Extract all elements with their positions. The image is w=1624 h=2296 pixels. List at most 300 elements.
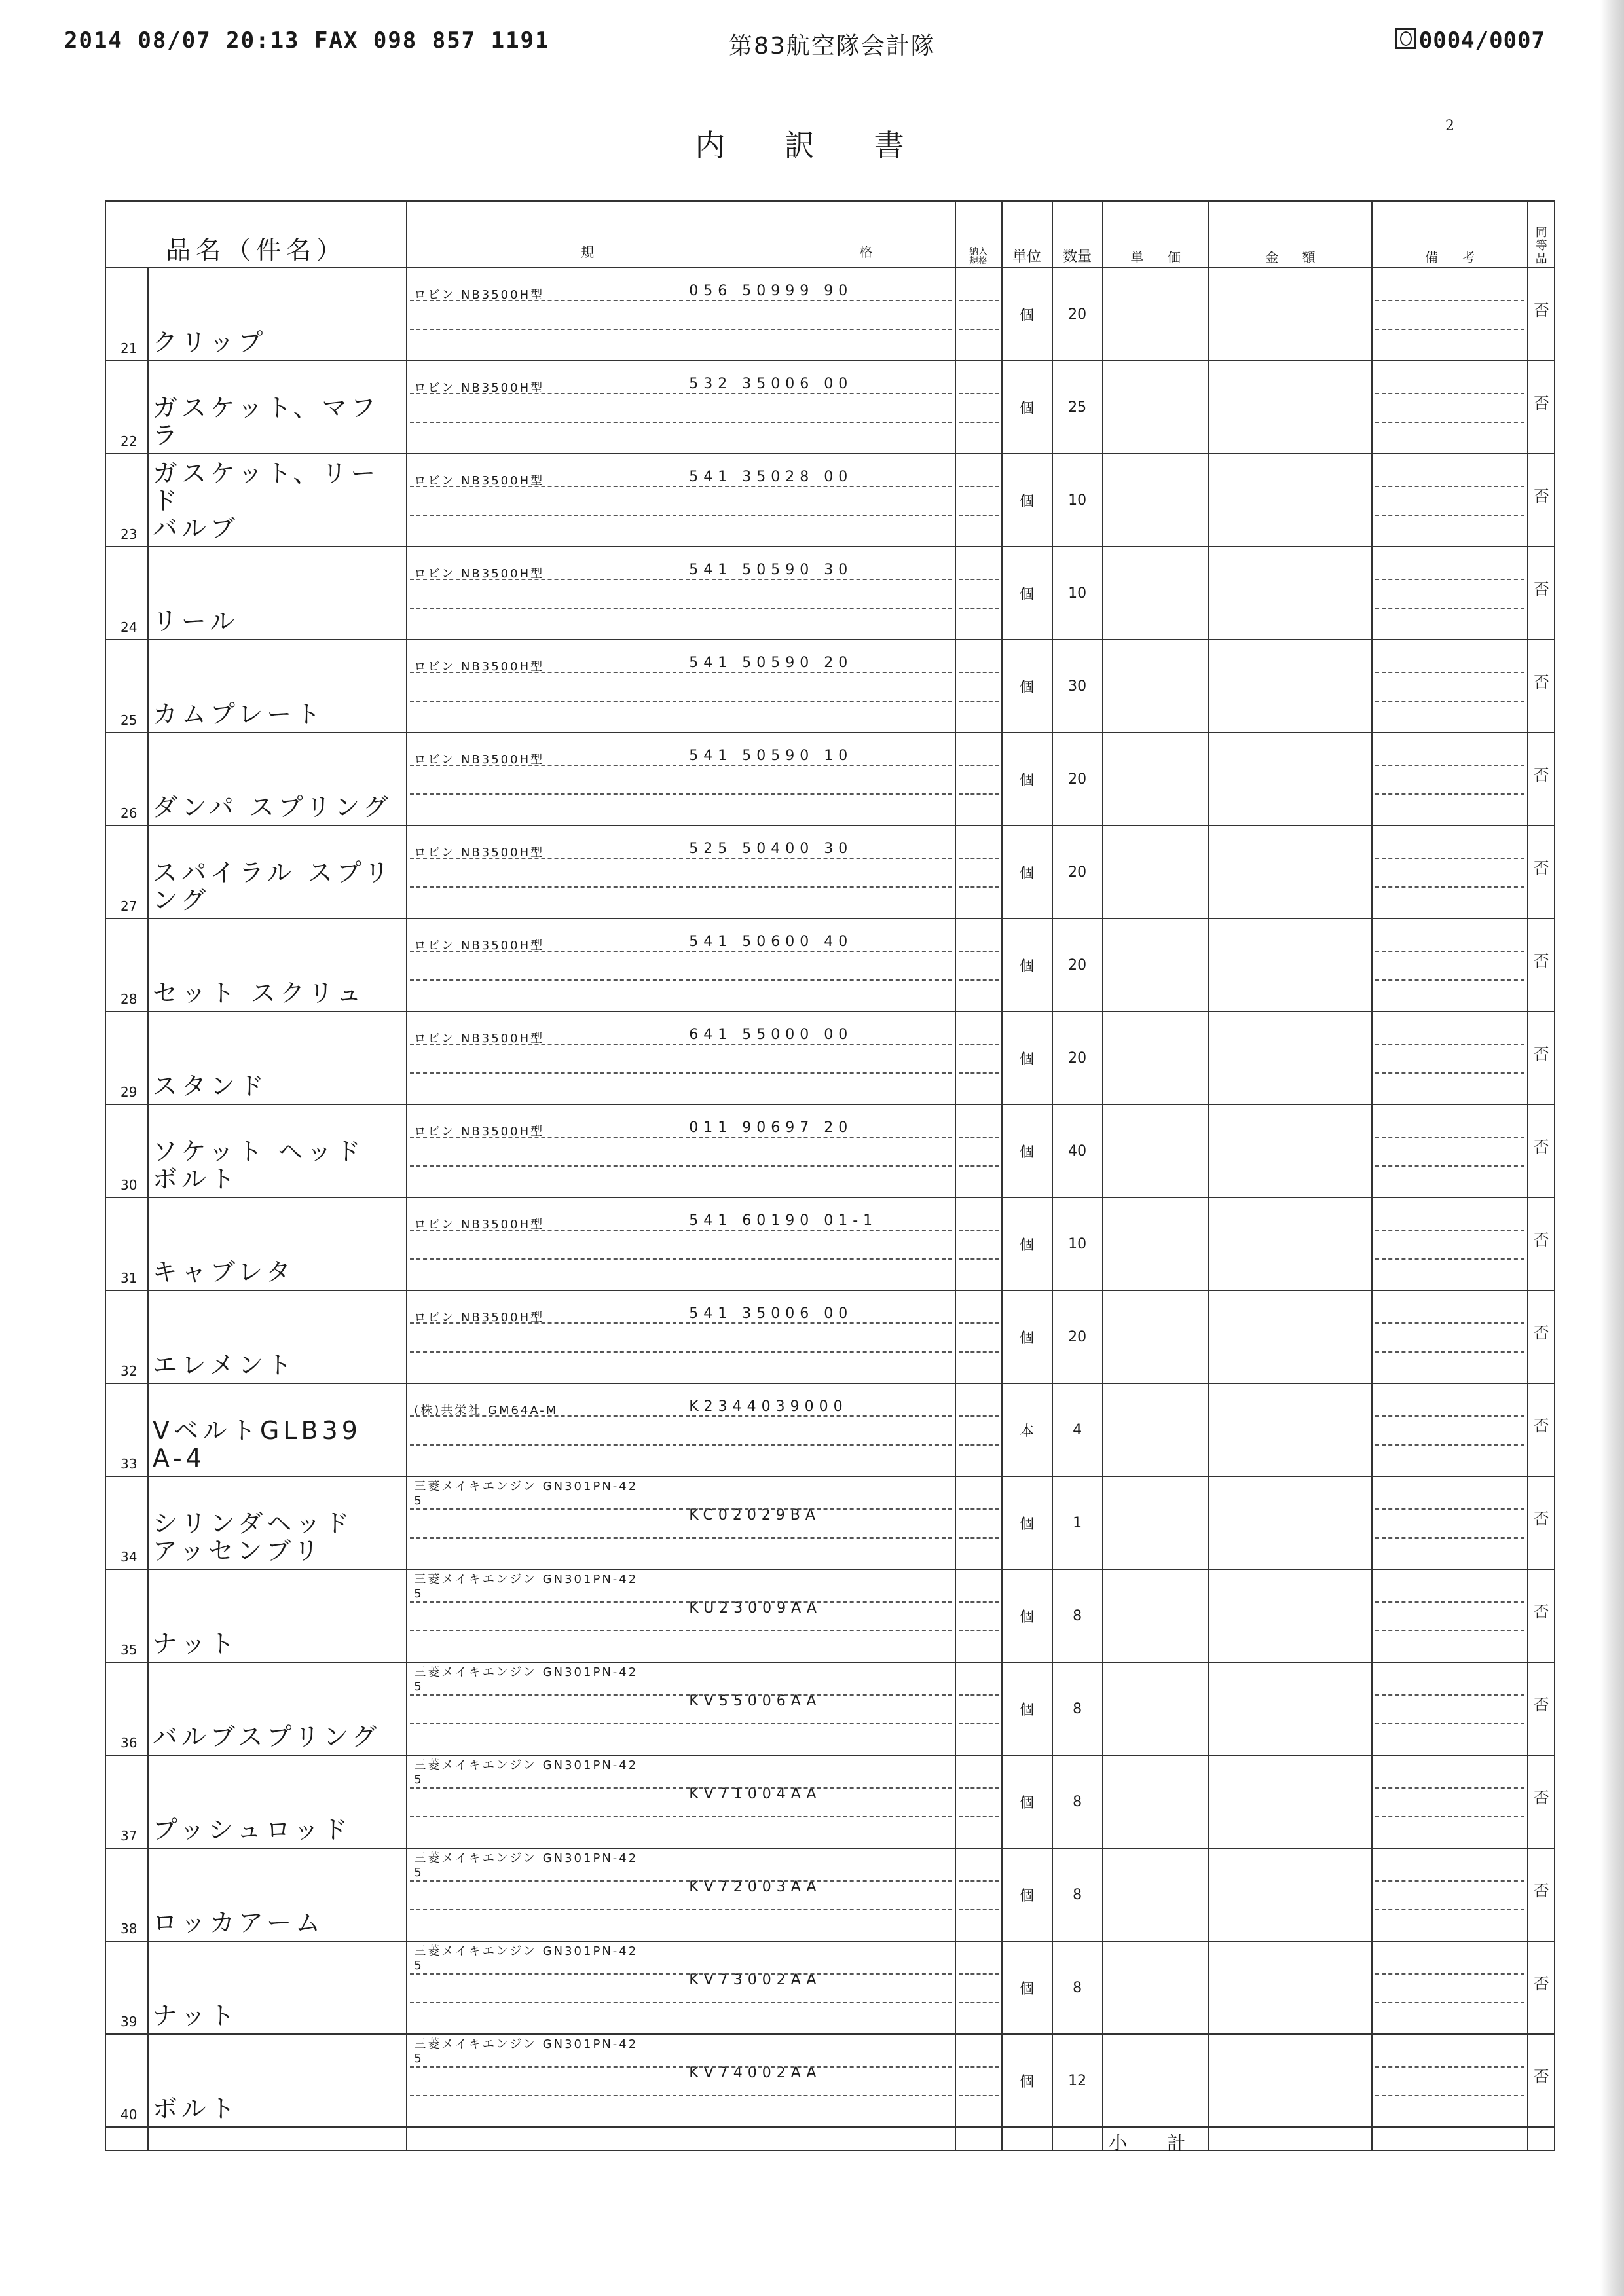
item-qty-cell bbox=[1052, 268, 1103, 361]
item-part-code: 525 50400 30 bbox=[689, 841, 853, 857]
spec-line bbox=[410, 1165, 951, 1167]
import-line bbox=[959, 1508, 999, 1510]
spec-line bbox=[410, 1723, 951, 1724]
import-line bbox=[959, 1723, 999, 1724]
import-line bbox=[959, 393, 999, 394]
spec-line bbox=[410, 579, 951, 580]
import-line bbox=[959, 1351, 999, 1353]
item-unit: 個 bbox=[1020, 2073, 1035, 2090]
item-import-cell bbox=[955, 2034, 1002, 2127]
item-name: ボルト bbox=[152, 2094, 239, 2123]
item-unit-cell bbox=[1002, 1197, 1052, 1290]
row-number: 37 bbox=[120, 1828, 138, 1844]
row-number-cell bbox=[105, 1941, 148, 2034]
item-name: カムプレート bbox=[152, 700, 325, 729]
row-number: 31 bbox=[120, 1270, 138, 1286]
item-equivalent-cell bbox=[1528, 1662, 1555, 1755]
spec-line bbox=[410, 1973, 951, 1975]
item-unit-price bbox=[1103, 547, 1209, 640]
spec-line bbox=[410, 1322, 951, 1324]
item-part-code: KV71004AA bbox=[689, 1786, 822, 1802]
page-number: 2 bbox=[1445, 118, 1454, 134]
item-equivalent: 否 bbox=[1533, 1324, 1549, 1342]
table-row bbox=[105, 1662, 1555, 1755]
item-name-cell bbox=[148, 1476, 407, 1569]
remarks-line bbox=[1375, 515, 1524, 516]
item-remarks-cell bbox=[1372, 1104, 1528, 1197]
item-import-cell bbox=[955, 1011, 1002, 1104]
row-number: 22 bbox=[120, 433, 138, 449]
subtotal-label-cell bbox=[1103, 2127, 1209, 2154]
row-number: 39 bbox=[120, 2014, 138, 2030]
item-import-cell bbox=[955, 1476, 1002, 1569]
item-unit-price bbox=[1103, 733, 1209, 826]
item-name: VベルトGLB39 A-4 bbox=[152, 1416, 361, 1472]
import-line bbox=[959, 2066, 999, 2068]
item-name-cell bbox=[148, 1941, 407, 2034]
item-spec-cell bbox=[407, 2034, 955, 2127]
import-line bbox=[959, 1601, 999, 1603]
item-part-code: 056 50999 90 bbox=[689, 283, 853, 299]
spec-line bbox=[410, 1630, 951, 1631]
item-name-cell bbox=[148, 1383, 407, 1476]
item-equivalent: 否 bbox=[1533, 1696, 1549, 1714]
item-spec-cell bbox=[407, 361, 955, 454]
item-qty-cell bbox=[1052, 1755, 1103, 1848]
table-row bbox=[105, 547, 1555, 640]
row-number-cell bbox=[105, 1848, 148, 1941]
item-model: ロビン NB3500H型 bbox=[414, 846, 545, 860]
item-unit-price bbox=[1103, 454, 1209, 547]
header-qty: 数量 bbox=[1052, 201, 1103, 268]
item-unit-price bbox=[1103, 1011, 1209, 1104]
item-import-cell bbox=[955, 826, 1002, 919]
spec-line bbox=[410, 1787, 951, 1789]
spec-line bbox=[410, 1537, 951, 1539]
item-import-cell bbox=[955, 1197, 1002, 1290]
item-equivalent: 否 bbox=[1533, 859, 1549, 877]
item-unit: 個 bbox=[1020, 1237, 1035, 1254]
row-number: 28 bbox=[120, 991, 138, 1007]
remarks-line bbox=[1375, 979, 1524, 981]
item-qty: 8 bbox=[1073, 1607, 1082, 1624]
row-number: 36 bbox=[120, 1735, 138, 1751]
import-line bbox=[959, 1230, 999, 1231]
item-equivalent-cell bbox=[1528, 1197, 1555, 1290]
import-line bbox=[959, 329, 999, 330]
remarks-line bbox=[1375, 886, 1524, 888]
item-name: プッシュロッド bbox=[152, 1815, 352, 1844]
header-unit-price: 単 価 bbox=[1103, 201, 1209, 268]
item-name: セット スクリュ bbox=[152, 979, 365, 1008]
item-spec-cell bbox=[407, 1104, 955, 1197]
item-part-code: KV55006AA bbox=[689, 1693, 822, 1709]
item-equivalent: 否 bbox=[1533, 952, 1549, 970]
item-qty: 10 bbox=[1068, 1235, 1087, 1252]
spec-line bbox=[410, 1258, 951, 1260]
item-name: スパイラル スプリ ング bbox=[152, 858, 394, 915]
item-unit-price bbox=[1103, 1383, 1209, 1476]
row-number-cell bbox=[105, 1755, 148, 1848]
import-line bbox=[959, 1630, 999, 1631]
row-number: 38 bbox=[120, 1921, 138, 1937]
fax-header bbox=[64, 27, 1545, 67]
item-import-cell bbox=[955, 454, 1002, 547]
import-line bbox=[959, 1909, 999, 1910]
item-unit-cell bbox=[1002, 1383, 1052, 1476]
item-amount bbox=[1209, 1383, 1372, 1476]
item-unit-cell bbox=[1002, 547, 1052, 640]
item-unit-cell bbox=[1002, 919, 1052, 1011]
item-qty-cell bbox=[1052, 1197, 1103, 1290]
item-model: ロビン NB3500H型 bbox=[414, 288, 545, 302]
item-import-cell bbox=[955, 733, 1002, 826]
row-number-cell bbox=[105, 1569, 148, 1662]
item-unit: 個 bbox=[1020, 1330, 1035, 1347]
import-line bbox=[959, 1044, 999, 1045]
item-import-cell bbox=[955, 547, 1002, 640]
document-title: 内 訳 書 bbox=[695, 128, 929, 163]
item-part-code: 641 55000 00 bbox=[689, 1027, 853, 1043]
header-import: 納入 規格 bbox=[955, 201, 1002, 268]
import-line bbox=[959, 1072, 999, 1074]
item-name-cell bbox=[148, 640, 407, 733]
import-line bbox=[959, 1537, 999, 1539]
subtotal-amount bbox=[1209, 2127, 1372, 2151]
item-part-code: KU23009AA bbox=[689, 1600, 822, 1616]
row-number-cell bbox=[105, 1290, 148, 1383]
item-spec-cell bbox=[407, 1848, 955, 1941]
import-line bbox=[959, 1816, 999, 1817]
item-qty: 25 bbox=[1068, 399, 1087, 416]
item-amount bbox=[1209, 1569, 1372, 1662]
item-model: ロビン NB3500H型 bbox=[414, 1032, 545, 1046]
item-unit-cell bbox=[1002, 1941, 1052, 2034]
item-unit-cell bbox=[1002, 1848, 1052, 1941]
item-name-cell bbox=[148, 733, 407, 826]
remarks-line bbox=[1375, 1072, 1524, 1074]
spec-line bbox=[410, 886, 951, 888]
item-equivalent: 否 bbox=[1533, 1510, 1549, 1528]
item-remarks-cell bbox=[1372, 919, 1528, 1011]
item-unit-price bbox=[1103, 919, 1209, 1011]
item-name-cell bbox=[148, 919, 407, 1011]
row-number: 30 bbox=[120, 1177, 138, 1193]
item-amount bbox=[1209, 1941, 1372, 2034]
remarks-line bbox=[1375, 1230, 1524, 1231]
item-amount bbox=[1209, 826, 1372, 919]
item-qty-cell bbox=[1052, 1290, 1103, 1383]
import-line bbox=[959, 701, 999, 702]
item-amount bbox=[1209, 2034, 1372, 2127]
header-name: 品名（件名） bbox=[105, 201, 407, 268]
table-row bbox=[105, 826, 1555, 919]
item-unit-cell bbox=[1002, 1104, 1052, 1197]
item-qty: 40 bbox=[1068, 1142, 1087, 1159]
row-number: 26 bbox=[120, 805, 138, 821]
item-equivalent: 否 bbox=[1533, 1789, 1549, 1807]
item-part-code: 541 50590 30 bbox=[689, 562, 853, 578]
row-number-cell bbox=[105, 1383, 148, 1476]
item-spec-cell bbox=[407, 919, 955, 1011]
item-unit: 個 bbox=[1020, 307, 1035, 324]
remarks-line bbox=[1375, 1537, 1524, 1539]
import-line bbox=[959, 300, 999, 301]
item-equivalent: 否 bbox=[1533, 1138, 1549, 1156]
item-qty-cell bbox=[1052, 733, 1103, 826]
item-part-code: 541 50600 40 bbox=[689, 934, 853, 950]
item-part-code: KC02029BA bbox=[689, 1507, 821, 1523]
row-number-cell bbox=[105, 1197, 148, 1290]
remarks-line bbox=[1375, 2002, 1524, 2003]
item-unit-price bbox=[1103, 1290, 1209, 1383]
remarks-line bbox=[1375, 1909, 1524, 1910]
item-remarks-cell bbox=[1372, 1662, 1528, 1755]
item-name-cell bbox=[148, 1197, 407, 1290]
import-line bbox=[959, 1787, 999, 1789]
item-remarks-cell bbox=[1372, 268, 1528, 361]
remarks-line bbox=[1375, 951, 1524, 952]
import-line bbox=[959, 2002, 999, 2003]
spec-line bbox=[410, 2095, 951, 2096]
item-part-code: 541 60190 01-1 bbox=[689, 1212, 878, 1229]
spec-line bbox=[410, 793, 951, 795]
item-import-cell bbox=[955, 1104, 1002, 1197]
table-row bbox=[105, 640, 1555, 733]
spec-line bbox=[410, 1694, 951, 1696]
import-line bbox=[959, 515, 999, 516]
row-number: 24 bbox=[120, 619, 138, 635]
item-unit-price bbox=[1103, 1104, 1209, 1197]
item-unit: 個 bbox=[1020, 865, 1035, 882]
item-amount bbox=[1209, 1755, 1372, 1848]
item-equivalent-cell bbox=[1528, 1290, 1555, 1383]
remarks-line bbox=[1375, 1444, 1524, 1446]
item-unit: 個 bbox=[1020, 1702, 1035, 1719]
item-part-code: K2344039000 bbox=[689, 1398, 848, 1415]
table-row bbox=[105, 919, 1555, 1011]
table-row bbox=[105, 1941, 1555, 2034]
item-model: ロビン NB3500H型 bbox=[414, 474, 545, 488]
import-line bbox=[959, 486, 999, 487]
header-spec-right: 格 bbox=[859, 244, 873, 260]
item-remarks-cell bbox=[1372, 361, 1528, 454]
item-amount bbox=[1209, 1476, 1372, 1569]
item-unit-cell bbox=[1002, 1662, 1052, 1755]
table-row bbox=[105, 1011, 1555, 1104]
row-number-cell bbox=[105, 826, 148, 919]
remarks-line bbox=[1375, 1508, 1524, 1510]
import-line bbox=[959, 1165, 999, 1167]
item-equivalent: 否 bbox=[1533, 1603, 1549, 1621]
fax-sender: 第83航空隊会計隊 bbox=[729, 33, 936, 60]
row-number-cell bbox=[105, 547, 148, 640]
item-remarks-cell bbox=[1372, 1383, 1528, 1476]
item-name: ガスケット、マフラ bbox=[152, 393, 380, 450]
item-unit-cell bbox=[1002, 733, 1052, 826]
remarks-line bbox=[1375, 1322, 1524, 1324]
item-spec-cell bbox=[407, 268, 955, 361]
item-unit: 個 bbox=[1020, 1051, 1035, 1068]
item-equivalent-cell bbox=[1528, 1941, 1555, 2034]
item-model: (株)共栄社 GM64A-M bbox=[414, 1404, 559, 1417]
item-equivalent-cell bbox=[1528, 1383, 1555, 1476]
item-qty-cell bbox=[1052, 1476, 1103, 1569]
item-unit: 個 bbox=[1020, 586, 1035, 603]
header-equivalent: 同 等 品 bbox=[1528, 201, 1555, 268]
item-model: ロビン NB3500H型 bbox=[414, 1125, 545, 1139]
spec-line bbox=[410, 1880, 951, 1882]
item-name: ナット bbox=[152, 1630, 239, 1658]
remarks-line bbox=[1375, 1816, 1524, 1817]
remarks-line bbox=[1375, 422, 1524, 423]
spec-line bbox=[410, 393, 951, 394]
item-qty: 10 bbox=[1068, 492, 1087, 509]
fax-timestamp: 2014 08/07 20:13 FAX 098 857 1191 bbox=[64, 27, 550, 54]
table-row bbox=[105, 268, 1555, 361]
item-qty-cell bbox=[1052, 640, 1103, 733]
item-amount bbox=[1209, 1197, 1372, 1290]
item-model: 三菱メイキエンジン GN301PN-42 5 bbox=[414, 1573, 638, 1601]
item-part-code: 011 90697 20 bbox=[689, 1120, 853, 1136]
item-qty-cell bbox=[1052, 1662, 1103, 1755]
item-unit-price bbox=[1103, 826, 1209, 919]
item-name: シリンダヘッド アッセンブリ bbox=[152, 1509, 354, 1565]
item-remarks-cell bbox=[1372, 2034, 1528, 2127]
scan-edge-shadow bbox=[1600, 0, 1624, 2296]
table-row bbox=[105, 733, 1555, 826]
item-qty-cell bbox=[1052, 1569, 1103, 1662]
spec-line bbox=[410, 1909, 951, 1910]
row-number-cell bbox=[105, 1476, 148, 1569]
item-unit: 本 bbox=[1020, 1423, 1035, 1440]
fax-page-count bbox=[1395, 27, 1545, 54]
import-line bbox=[959, 1880, 999, 1882]
spec-line bbox=[410, 1137, 951, 1138]
item-unit-price bbox=[1103, 1755, 1209, 1848]
item-model: ロビン NB3500H型 bbox=[414, 1218, 545, 1231]
remarks-line bbox=[1375, 793, 1524, 795]
item-remarks-cell bbox=[1372, 826, 1528, 919]
item-unit: 個 bbox=[1020, 1795, 1035, 1812]
item-amount bbox=[1209, 919, 1372, 1011]
item-unit-cell bbox=[1002, 361, 1052, 454]
item-qty: 20 bbox=[1068, 957, 1087, 974]
import-line bbox=[959, 979, 999, 981]
item-qty: 20 bbox=[1068, 864, 1087, 881]
remarks-line bbox=[1375, 672, 1524, 673]
item-name: キャブレタ bbox=[152, 1258, 295, 1286]
item-remarks-cell bbox=[1372, 640, 1528, 733]
import-line bbox=[959, 858, 999, 859]
item-unit-cell bbox=[1002, 1290, 1052, 1383]
remarks-line bbox=[1375, 1694, 1524, 1696]
item-equivalent: 否 bbox=[1533, 487, 1549, 505]
item-name: ロッカアーム bbox=[152, 1908, 324, 1937]
item-qty: 20 bbox=[1068, 771, 1087, 788]
item-model: ロビン NB3500H型 bbox=[414, 939, 545, 953]
item-amount bbox=[1209, 1011, 1372, 1104]
spec-line bbox=[410, 1415, 951, 1417]
item-unit: 個 bbox=[1020, 1887, 1035, 1904]
item-name-cell bbox=[148, 1569, 407, 1662]
item-spec-cell bbox=[407, 1662, 955, 1755]
remarks-line bbox=[1375, 858, 1524, 859]
row-number-cell bbox=[105, 919, 148, 1011]
item-remarks-cell bbox=[1372, 1011, 1528, 1104]
item-equivalent-cell bbox=[1528, 1569, 1555, 1662]
spec-line bbox=[410, 951, 951, 952]
item-qty-cell bbox=[1052, 826, 1103, 919]
spec-line bbox=[410, 1601, 951, 1603]
item-qty: 20 bbox=[1068, 1328, 1087, 1345]
item-equivalent-cell bbox=[1528, 1755, 1555, 1848]
item-unit-cell bbox=[1002, 640, 1052, 733]
item-model: 三菱メイキエンジン GN301PN-42 5 bbox=[414, 2037, 638, 2066]
spec-line bbox=[410, 300, 951, 301]
row-number-cell bbox=[105, 733, 148, 826]
item-unit: 個 bbox=[1020, 772, 1035, 789]
item-unit-price bbox=[1103, 1197, 1209, 1290]
item-equivalent-cell bbox=[1528, 361, 1555, 454]
item-qty: 20 bbox=[1068, 306, 1087, 323]
item-qty: 8 bbox=[1073, 1793, 1082, 1810]
table-row bbox=[105, 454, 1555, 547]
item-unit: 個 bbox=[1020, 400, 1035, 417]
remarks-line bbox=[1375, 329, 1524, 330]
item-import-cell bbox=[955, 640, 1002, 733]
row-number-cell bbox=[105, 454, 148, 547]
row-number: 25 bbox=[120, 712, 138, 728]
spec-line bbox=[410, 329, 951, 330]
spec-line bbox=[410, 701, 951, 702]
import-line bbox=[959, 1444, 999, 1446]
item-name-cell bbox=[148, 1755, 407, 1848]
item-qty: 30 bbox=[1068, 678, 1087, 695]
item-spec-cell bbox=[407, 1383, 955, 1476]
header-row bbox=[105, 201, 1555, 268]
import-line bbox=[959, 1258, 999, 1260]
item-qty: 4 bbox=[1073, 1421, 1082, 1438]
item-name-cell bbox=[148, 1290, 407, 1383]
row-number: 35 bbox=[120, 1642, 138, 1658]
remarks-line bbox=[1375, 300, 1524, 301]
item-unit: 個 bbox=[1020, 1516, 1035, 1533]
item-qty: 8 bbox=[1073, 1979, 1082, 1996]
item-equivalent-cell bbox=[1528, 733, 1555, 826]
item-name-cell bbox=[148, 1662, 407, 1755]
item-name-cell bbox=[148, 1848, 407, 1941]
item-qty: 10 bbox=[1068, 585, 1087, 602]
item-equivalent-cell bbox=[1528, 919, 1555, 1011]
item-import-cell bbox=[955, 1569, 1002, 1662]
item-equivalent: 否 bbox=[1533, 1975, 1549, 1993]
item-amount bbox=[1209, 454, 1372, 547]
item-model: ロビン NB3500H型 bbox=[414, 1311, 545, 1324]
item-unit-cell bbox=[1002, 1011, 1052, 1104]
import-line bbox=[959, 579, 999, 580]
item-name: クリップ bbox=[152, 328, 267, 357]
item-spec-cell bbox=[407, 1755, 955, 1848]
import-line bbox=[959, 1322, 999, 1324]
item-qty-cell bbox=[1052, 1848, 1103, 1941]
import-line bbox=[959, 422, 999, 423]
item-remarks-cell bbox=[1372, 454, 1528, 547]
remarks-line bbox=[1375, 393, 1524, 394]
item-equivalent: 否 bbox=[1533, 1045, 1549, 1063]
item-model: 三菱メイキエンジン GN301PN-42 5 bbox=[414, 1480, 638, 1508]
item-equivalent: 否 bbox=[1533, 580, 1549, 598]
